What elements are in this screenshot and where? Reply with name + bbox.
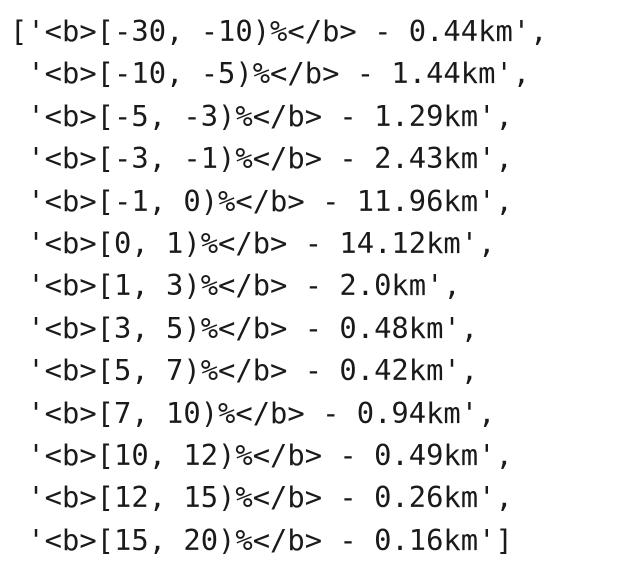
output-line: '<b>[3, 5)%</b> - 0.48km', <box>10 310 479 345</box>
output-line: '<b>[5, 7)%</b> - 0.42km', <box>10 353 479 388</box>
output-line: '<b>[1, 3)%</b> - 2.0km', <box>10 268 461 303</box>
output-line: '<b>[-5, -3)%</b> - 1.29km', <box>10 98 513 133</box>
output-line: '<b>[12, 15)%</b> - 0.26km', <box>10 480 513 515</box>
output-line: '<b>[-3, -1)%</b> - 2.43km', <box>10 141 513 176</box>
output-line: '<b>[-1, 0)%</b> - 11.96km', <box>10 183 513 218</box>
output-line: '<b>[15, 20)%</b> - 0.16km'] <box>10 522 513 557</box>
output-line: '<b>[0, 1)%</b> - 14.12km', <box>10 225 496 260</box>
output-line: '<b>[10, 12)%</b> - 0.49km', <box>10 437 513 472</box>
output-line: ['<b>[-30, -10)%</b> - 0.44km', <box>10 14 548 48</box>
output-line: '<b>[-10, -5)%</b> - 1.44km', <box>10 56 531 91</box>
output-line: '<b>[7, 10)%</b> - 0.94km', <box>10 395 496 430</box>
